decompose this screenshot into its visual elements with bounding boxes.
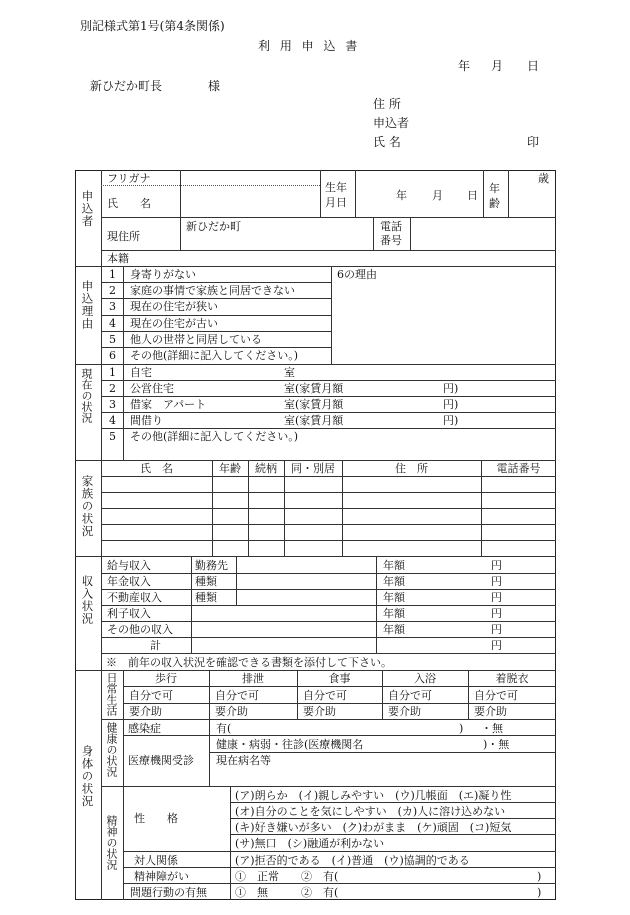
housing-room: 室(家賃月額 <box>284 382 344 395</box>
housing-option[interactable]: 借家 アパート <box>130 398 207 411</box>
adl-column-header: 食事 <box>328 672 351 685</box>
section-housing: 現在の状況 <box>80 368 93 423</box>
birth-day-label: 日 <box>467 189 478 202</box>
section-applicant: 申込者 <box>80 190 95 228</box>
current-address-label: 現住所 <box>107 230 140 243</box>
reason-option[interactable]: 現在の住宅が古い <box>130 317 218 330</box>
current-address-value: 新ひだか町 <box>186 220 241 233</box>
infection-close: ) <box>459 722 464 735</box>
name-input[interactable] <box>180 186 320 216</box>
applicant-address-label: 住 所 <box>373 97 401 111</box>
income-annual-label: 年額 <box>383 623 405 636</box>
income-annual-label: 年額 <box>383 607 405 620</box>
reason-option[interactable]: 家庭の事情で家族と同居できない <box>130 284 295 297</box>
adl-column-header: 着脱衣 <box>495 672 529 685</box>
infection-value: 有( <box>216 722 232 735</box>
applicant-name-label: 氏 名 <box>373 135 401 149</box>
reason-option[interactable]: 現在の住宅が狭い <box>130 300 218 313</box>
income-row-label: 年金収入 <box>107 575 151 588</box>
income-row-label: 計 <box>150 639 161 652</box>
housing-number: 1 <box>109 366 116 379</box>
housing-option[interactable]: 間借り <box>130 414 163 427</box>
income-sub-label: 種類 <box>195 591 217 604</box>
income-yen-unit: 円 <box>491 575 502 588</box>
age-label: 年齢 <box>489 182 500 210</box>
income-row-label: その他の収入 <box>107 623 173 636</box>
family-column-header: 電話番号 <box>496 462 541 475</box>
relations-label: 対人関係 <box>134 854 178 867</box>
infection-label: 感染症 <box>128 722 161 735</box>
adl-self-option[interactable]: 自分で可 <box>129 689 173 702</box>
phone-label: 電話番号 <box>380 220 402 247</box>
reason-number: 2 <box>109 284 116 297</box>
income-annual-label: 年額 <box>383 559 405 572</box>
reason-number: 6 <box>109 349 116 362</box>
section-income: 収入状況 <box>80 575 95 625</box>
mental-label: 精神の状況 <box>105 815 118 870</box>
reason-number: 4 <box>109 317 116 330</box>
reason-number: 3 <box>109 300 116 313</box>
infection-none: ・無 <box>481 722 503 735</box>
family-column-header: 年齢 <box>219 462 241 475</box>
age-unit: 歳 <box>538 172 549 185</box>
disability-close: ) <box>537 870 542 883</box>
housing-option[interactable]: 公営住宅 <box>130 382 174 395</box>
section-family: 家族の状況 <box>80 475 95 538</box>
income-row-label: 不動産収入 <box>107 591 162 604</box>
adl-column-header: 歩行 <box>155 672 177 685</box>
behavior-label: 問題行動の有無 <box>130 886 207 899</box>
daily-life-label: 日常生活 <box>105 672 118 716</box>
disability-options: ① 正常 ② 有( <box>235 870 339 883</box>
adl-column-header: 排泄 <box>242 672 264 685</box>
adl-self-option[interactable]: 自分で可 <box>388 689 432 702</box>
adl-self-option[interactable]: 自分で可 <box>303 689 347 702</box>
adl-help-option[interactable]: 要介助 <box>474 705 507 718</box>
income-yen-unit: 円 <box>491 607 502 620</box>
date-year-label: 年 <box>458 59 471 73</box>
reason6-label: 6の理由 <box>337 268 377 281</box>
reason-number: 5 <box>109 333 116 346</box>
addressee-honorific: 様 <box>208 79 221 93</box>
adl-help-option[interactable]: 要介助 <box>303 705 336 718</box>
family-column-header: 同・別居 <box>291 462 335 475</box>
housing-number: 3 <box>109 398 116 411</box>
personality-label: 性 格 <box>134 812 178 825</box>
medical-line2: 現在病名等 <box>216 754 271 767</box>
income-yen-unit: 円 <box>491 559 502 572</box>
housing-number: 4 <box>109 414 116 427</box>
personality-option-line: (ア)朗らか (イ)親しみやすい (ウ)几帳面 (エ)凝り性 <box>235 789 512 802</box>
reason-option[interactable]: 身寄りがない <box>130 268 196 281</box>
housing-rent-unit: 円) <box>443 382 459 395</box>
date-day-label: 日 <box>527 59 540 73</box>
family-column-header: 氏 名 <box>140 462 173 475</box>
health-label: 健康の状況 <box>105 722 118 777</box>
date-month-label: 月 <box>491 59 504 73</box>
applicant-label: 申込者 <box>373 116 410 130</box>
name-label: 氏 名 <box>107 197 151 210</box>
housing-option[interactable]: 自宅 <box>130 366 152 379</box>
income-row-label: 利子収入 <box>107 607 151 620</box>
adl-self-option[interactable]: 自分で可 <box>215 689 259 702</box>
income-yen-unit: 円 <box>491 639 502 652</box>
section-reason: 申込理由 <box>80 280 95 330</box>
disability-label: 精神障がい <box>134 870 189 883</box>
adl-help-option[interactable]: 要介助 <box>388 705 421 718</box>
personality-option-line: (オ)自分のことを気にしやすい (カ)人に溶け込めない <box>235 805 506 818</box>
housing-number: 2 <box>109 382 116 395</box>
addressee: 新ひだか町長 <box>90 79 163 93</box>
housing-option[interactable]: その他(詳細に記入してください。) <box>130 430 299 443</box>
furigana-input[interactable] <box>180 171 320 185</box>
section-body: 身体の状況 <box>80 745 95 808</box>
domicile-label: 本籍 <box>107 252 129 265</box>
income-yen-unit: 円 <box>491 623 502 636</box>
income-row-label: 給与収入 <box>107 559 151 572</box>
reason-option[interactable]: その他(詳細に記入してください。) <box>130 349 299 362</box>
income-sub-label: 勤務先 <box>195 559 228 572</box>
birth-date-label: 生年月日 <box>325 181 347 209</box>
housing-room: 室(家賃月額 <box>284 414 344 427</box>
family-column-header: 続柄 <box>255 462 277 475</box>
form-number: 別記様式第1号(第4条関係) <box>80 19 225 33</box>
furigana-label: フリガナ <box>107 172 151 185</box>
behavior-close: ) <box>537 886 542 899</box>
medical-line1: 健康・病弱・往診(医療機関名 <box>216 738 364 751</box>
housing-rent-unit: 円) <box>443 414 459 427</box>
birth-month-label: 月 <box>432 189 443 202</box>
seal-mark: 印 <box>527 135 540 149</box>
income-yen-unit: 円 <box>491 591 502 604</box>
income-annual-label: 年額 <box>383 591 405 604</box>
income-note: ※ 前年の収入状況を確認できる書類を添付して下さい。 <box>106 656 392 669</box>
reason-option[interactable]: 他人の世帯と同居している <box>130 333 262 346</box>
family-column-header: 住 所 <box>395 462 428 475</box>
adl-help-option[interactable]: 要介助 <box>215 705 248 718</box>
income-sub-label: 種類 <box>195 575 217 588</box>
birth-year-label: 年 <box>396 189 407 202</box>
relations-options: (ア)拒否的である (イ)普通 (ウ)協調的である <box>235 854 470 867</box>
page-title: 利 用 申 込 書 <box>258 39 361 53</box>
housing-rent-unit: 円) <box>443 398 459 411</box>
behavior-options: ① 無 ② 有( <box>235 886 339 899</box>
housing-number: 5 <box>109 430 116 443</box>
adl-help-option[interactable]: 要介助 <box>129 705 162 718</box>
income-annual-label: 年額 <box>383 575 405 588</box>
medical-label: 医療機関受診 <box>128 754 194 767</box>
reason-number: 1 <box>109 268 116 281</box>
personality-option-line: (サ)無口 (シ)融通が利かない <box>235 837 385 850</box>
housing-room: 室 <box>284 366 295 379</box>
adl-self-option[interactable]: 自分で可 <box>474 689 518 702</box>
medical-line1-close: )・無 <box>483 738 510 751</box>
adl-column-header: 入浴 <box>414 672 436 685</box>
personality-option-line: (キ)好き嫌いが多い (ク)わがまま (ケ)頑固 (コ)短気 <box>235 821 512 834</box>
housing-room: 室(家賃月額 <box>284 398 344 411</box>
